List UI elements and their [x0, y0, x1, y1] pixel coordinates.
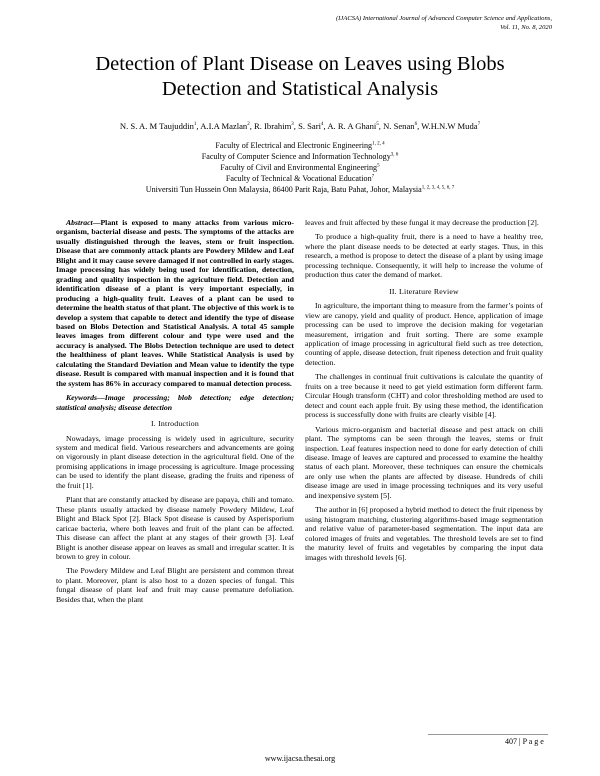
author-sup: 4 [320, 122, 324, 128]
footer-url[interactable]: www.ijacsa.thesai.org [264, 754, 336, 763]
body-paragraph: The author in [6] proposed a hybrid method to detect the fruit ripeness by using histogram matching, clustering algorithms-based image segmentation and relative value of parameter-based segmentation. The input data are colored images of fruits and vegetables. The threshold levels are set to find the maturity level of fruits and vegetables by comparing the input data images with threshold levels [6]. [305, 505, 543, 562]
author-list: N. S. A. M Taujuddin$^1$, A.I.A Mazlan$^2$, R. Ibrahim$^3$, S. Sari$^4$, A. R. A Ghani$^5$, N. Senan$^6$, W.H.N.W Muda$^7$ [119, 121, 481, 131]
title-line-2: Detection and Statistical Analysis [161, 78, 439, 100]
author-name: A. R. A Ghani [327, 121, 377, 131]
body-paragraph: The Powdery Mildew and Leaf Blight are persistent and common threat to plant. Moreover, plant is also host to a dozen species of fungal. This fungal disease of plant leaf and fruit may cause premature defoliation. Besides that, when the plant [56, 566, 294, 604]
author-name: N. Senan [383, 121, 415, 131]
author-name: R. Ibrahim [254, 121, 292, 131]
left-column [56, 218, 294, 609]
abstract-text: —Plant is exposed to many attacks from various micro-organism, bacterial disease and pests. The symptoms of the attacks are usually distinguished through the leaves, stem or fruit inspection. Disease that are commonly attack plants are Powdery Mildew and Leaf Blight and it may cause severe damaged if not controlled in early stages. Image processing has widely being used for identification, detection, grading and quality inspection in the agriculture field. Detection and identification disease of a plant is very important especially, in producing a high-quality fruit. Leaves of a plant can be used to determine the health status of that plant. The objective of this work is to develop a system that capable to detect and identify the type of disease based on Blobs Detection and Statistical Analysis. A total 45 sample leaves images from different colour and type were used and the accuracy is analysed. The Blobs Detection technique are used to detect the healthiness of plant leaves. While Statistical Analysis is used by calculating the Standard Deviation and Mean value to identify the type disease. Result is compared with manual inspection and it is found that the system has 86% in accuracy compared to manual detection process. [56, 218, 294, 388]
author-sup: 6 [414, 122, 418, 128]
affiliation-line: Faculty of Technical & Vocational Education$^7$ [225, 174, 375, 183]
author-name: W.H.N.W Muda [421, 121, 478, 131]
right-column [305, 218, 543, 567]
journal-header [336, 14, 552, 32]
body-paragraph: Nowadays, image processing is widely used in agriculture, security system and medical field. Various researchers and advancements are going on vigorously in plant disease detection in the agricultural field. One of the promising applications in image processing is agriculture. Image processing can be used to identify the plant disease, grading the fruits and ripeness of the fruit [1]. [56, 433, 294, 490]
affiliation-line: Faculty of Computer Science and Information Technology$^{3, 6}$ [201, 152, 399, 161]
keywords: Keywords—Image processing; blob detection; edge detection; statistical analysis; disease detection [56, 393, 294, 412]
author-sup: 3 [291, 122, 294, 128]
journal-name: (IJACSA) International Journal of Advanced Computer Science and Applications, [335, 15, 552, 22]
body-paragraph: Various micro-organism and bacterial disease and pest attack on chili plant. The symptoms can be seen through the leaves, stems or fruit inspection. Leaf features inspection need to done for early detection of chili disease. Image of leaves are captured and processed to examine the healthy status of each plant. Moreover, these techniques can ensure the chemicals are only use when the plants are affected by disease. Hundreds of chili disease image are used in image processing techniques and its very useful and inexpensive system [5]. [305, 424, 543, 500]
body-paragraph: In agriculture, the important thing to measure from the farmer’s points of view are canopy, yield and quality of product. Hence, application of image processing can be used to improve the decision making for vegetarian measurement, irrigation and fruit sorting. There are some example application of image processing in agricultural field such as tree detection, counting of apple, disease detection, fruit ripeness detection and fruit quality detection. [305, 301, 543, 367]
body-paragraph: Plant that are constantly attacked by disease are papaya, chili and tomato. These plants usually attacked by disease namely Powdery Mildew, Leaf Blight and Black Spot [2]. Black Spot disease is caused by Asperisporium caricae bacteria, where both leaves and fruit of the plant can be affected. This disease can affect the plant at any stages of their growth [3]. Leaf Blight is another disease appear on leaves as small and irregular scatter. It is brown to grey in colour. [56, 495, 294, 561]
paper-title [40, 52, 560, 102]
body-paragraph: To produce a high-quality fruit, there is a need to have a healthy tree, where the plant disease needs to be detected at early stages. Thus, in this research, a method is propose to detect the disease of a plant by using image processing technique. Consequently, it will help to increase the volume of production thus cater the demand of market. [305, 232, 543, 280]
section-heading-literature-review: II. Literature Review [389, 286, 459, 296]
affiliation-line: Faculty of Civil and Environmental Engineering$^5$ [220, 163, 380, 172]
page-number: 407 | P a g e [505, 737, 544, 746]
affiliation-list [40, 140, 560, 195]
author-sup: 1 [193, 122, 197, 128]
journal-volume: Vol. 11, No. 8, 2020 [500, 24, 552, 31]
abstract-label: Abstract [66, 218, 93, 227]
title-line-1: Detection of Plant Disease on Leaves using Blobs [95, 53, 505, 75]
affiliation-line: Faculty of Electrical and Electronic Engineering$^{1, 2, 4}$ [215, 141, 385, 150]
body-paragraph: leaves and fruit affected by these fungal it may decrease the production [2]. [305, 218, 539, 227]
footer-divider [428, 734, 548, 735]
section-heading-introduction: I. Introduction [150, 419, 200, 429]
author-name: N. S. A. M Taujuddin [119, 121, 194, 131]
abstract [56, 218, 294, 388]
author-sup: 2 [247, 122, 250, 128]
author-name: A.I.A Mazlan [200, 121, 248, 131]
affiliation-line: Universiti Tun Hussein Onn Malaysia, 86400 Parit Raja, Batu Pahat, Johor, Malaysia$^{1, 2, 3, 4, 5, 6, 7}$ [145, 185, 455, 194]
author-sup: 7 [477, 122, 481, 128]
author-name: S. Sari [298, 121, 321, 131]
author-sup: 5 [376, 122, 379, 128]
body-paragraph: The challenges in continual fruit cultivations is calculate the quantity of fruits on a tree because it need to get yield estimation form different farm. Circular Hough transform (CHT) and color thresholding method are used to detect and count each apple fruit. By using these method, the identification process is successfully done with fruits are clearly visible [4]. [305, 372, 543, 420]
